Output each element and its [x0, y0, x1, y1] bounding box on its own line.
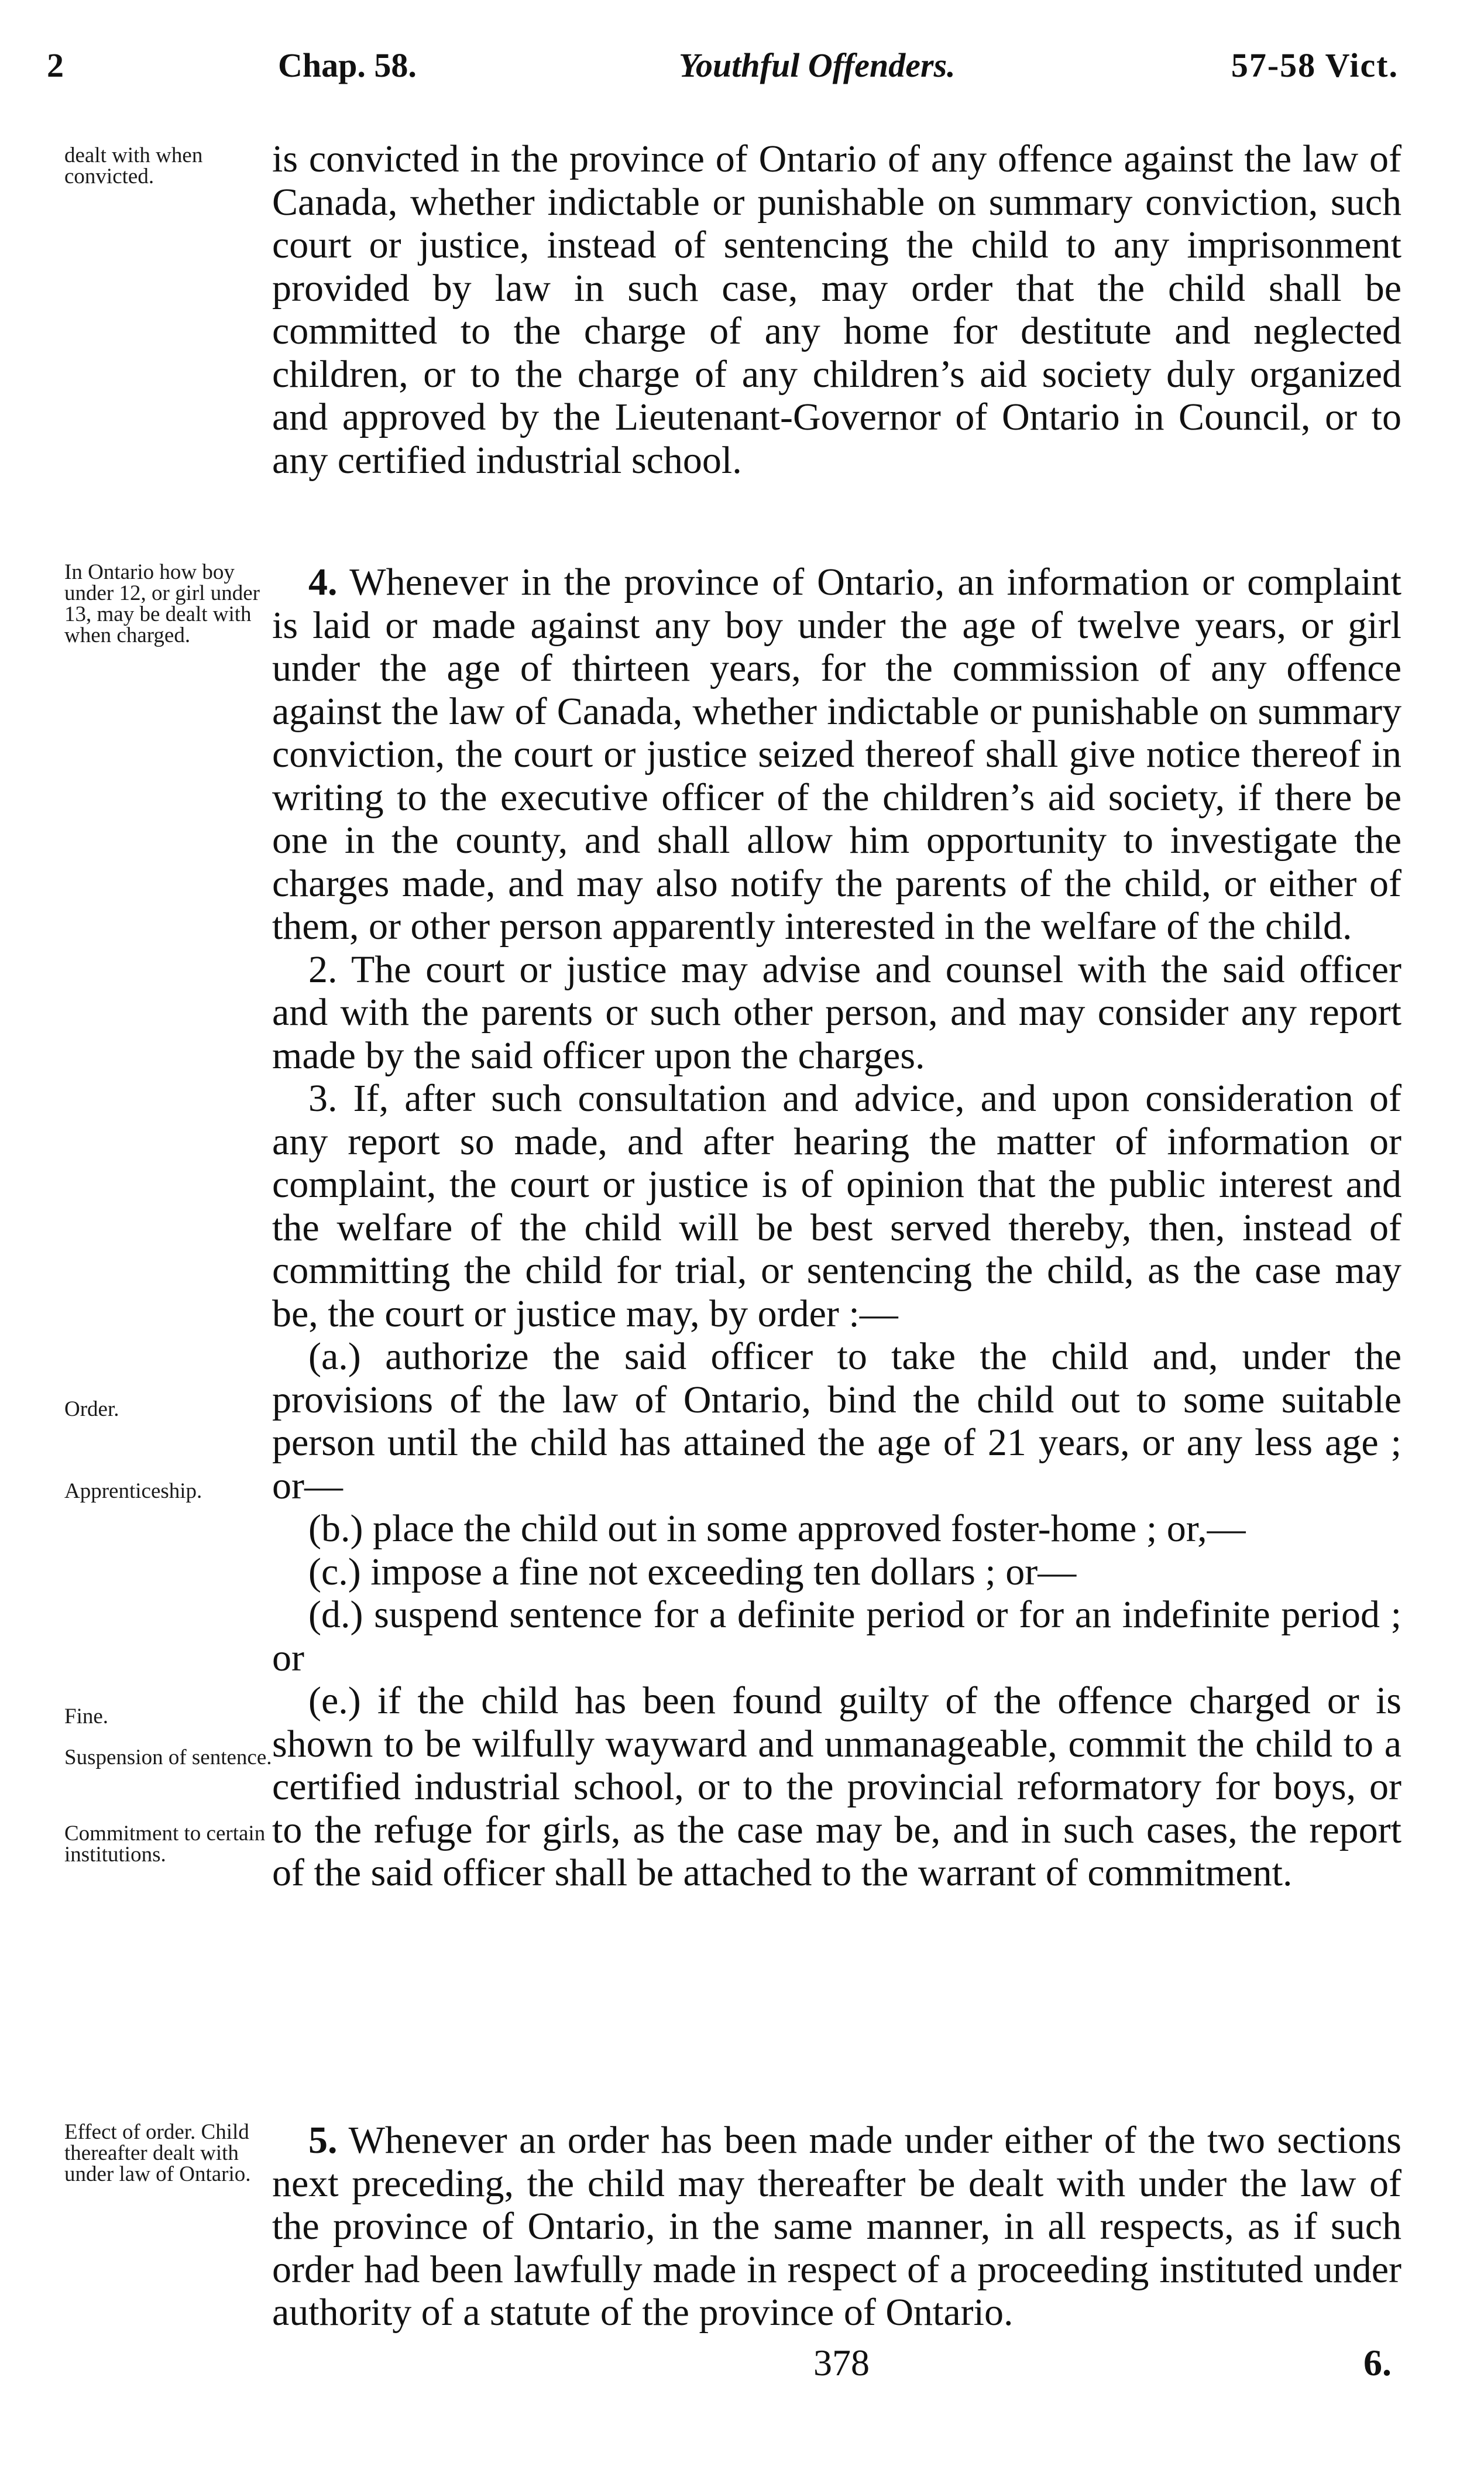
section-4	[272, 561, 1401, 1895]
section-5	[272, 2119, 1401, 2334]
paragraph-convicted: is convicted in the province of Ontario of any offence against the law of Canada, whether indictable or punishable on summary conviction, such court or justice, instead of sentencing the child to any imprisonment provided by law in such case, may order that the child shall be committed to the charge of any home for destitute and neglected children, or to the charge of any children’s aid society duly organized and approved by the Lieutenant-Governor of Ontario in Council, or to any certified industrial school.	[272, 138, 1401, 482]
section-4-subsection-2: 2. The court or justice may advise and counsel with the said officer and with the parents or such other person, and may consider any report made by the said officer upon the charges.	[272, 948, 1401, 1077]
section-4-number: 4.	[308, 561, 338, 603]
running-header	[47, 28, 1399, 92]
margin-note-dealt-with: dealt with when convicted.	[64, 143, 203, 188]
section-4-lead	[272, 561, 1401, 948]
section-5-text-block	[272, 2119, 1401, 2334]
paragraph-continued	[272, 138, 1401, 482]
header-page-number: 2	[47, 46, 64, 84]
page-footer	[0, 2330, 1484, 2400]
section-4-clause-b: (b.) place the child out in some approved foster-home ; or,—	[308, 1507, 1246, 1550]
margin-note-apprenticeship: Apprenticeship.	[64, 1479, 202, 1503]
section-4-subsection-3: 3. If, after such consultation and advice, and upon consideration of any report so made, and after hearing the matter of information or complaint, the court or justice is of opinion that the public interest and the welfare of the child will be best served thereby, then, instead of committing the child for trial, or sentencing the child, as the case may be, the court or justice may, by order :—	[272, 1077, 1401, 1335]
section-4-clause-a: (a.) authorize the said officer to take the child and, under the provisions of the law of Ontario, bind the child out to some suitable person until the child has attained the age of 21 years, or any less age ; or—	[272, 1335, 1401, 1507]
margin-note-commitment: Commitment to certain institutions.	[64, 1822, 266, 1867]
section-4-clause-d: (d.) suspend sentence for a definite period or for an indefinite period ; or	[272, 1593, 1401, 1679]
margin-note-suspension: Suspension of sentence.	[64, 1745, 272, 1769]
margin-note-order: Order.	[64, 1397, 119, 1421]
footer-catchword: 6.	[1363, 2342, 1392, 2383]
header-title: Youthful Offenders.	[679, 46, 956, 84]
margin-note-fine: Fine.	[64, 1704, 109, 1728]
footer-page-number: 378	[813, 2342, 870, 2383]
margin-note-effect: Effect of order. Child thereafter dealt with under law of Ontario.	[64, 2120, 251, 2186]
header-chapter: Chap. 58.	[278, 46, 417, 84]
margin-note-in-ontario: In Ontario how boy under 12, or girl under 13, may be dealt with when charged.	[64, 560, 260, 647]
section-5-number: 5.	[308, 2119, 338, 2162]
section-4-clause-c: (c.) impose a fine not exceeding ten dollars ; or—	[308, 1550, 1077, 1593]
section-4-text: Whenever in the province of Ontario, an information or complaint is laid or made against any boy under the age of twelve years, or girl under the age of thirteen years, for the commission of any offence against the law of Canada, whether indictable or punishable on summary conviction, the court or justice seized thereof shall give notice thereof in writing to the executive officer of the children’s aid society, if there be one in the county, and shall allow him opportunity to investigate the charges made, and may also notify the parents of the child, or either of them, or other person apparently interested in the welfare of the child.	[272, 561, 1402, 948]
header-regnal-year: 57-58 Vict.	[1231, 46, 1399, 84]
section-4-clause-e: (e.) if the child has been found guilty of the offence charged or is shown to be wilfully wayward and unmanageable, commit the child to a certified industrial school, or to the provincial reformatory for boys, or to the refuge for girls, as the case may be, and in such cases, the report of the said officer shall be attached to the warrant of commitment.	[272, 1679, 1401, 1894]
section-5-text: Whenever an order has been made under either of the two sections next preceding, the child may thereafter be dealt with under the law of the province of Ontario, in the same manner, in all respects, as if such order had been lawfully made in respect of a proceeding instituted under authority of a statute of the province of Ontario.	[272, 2119, 1401, 2334]
